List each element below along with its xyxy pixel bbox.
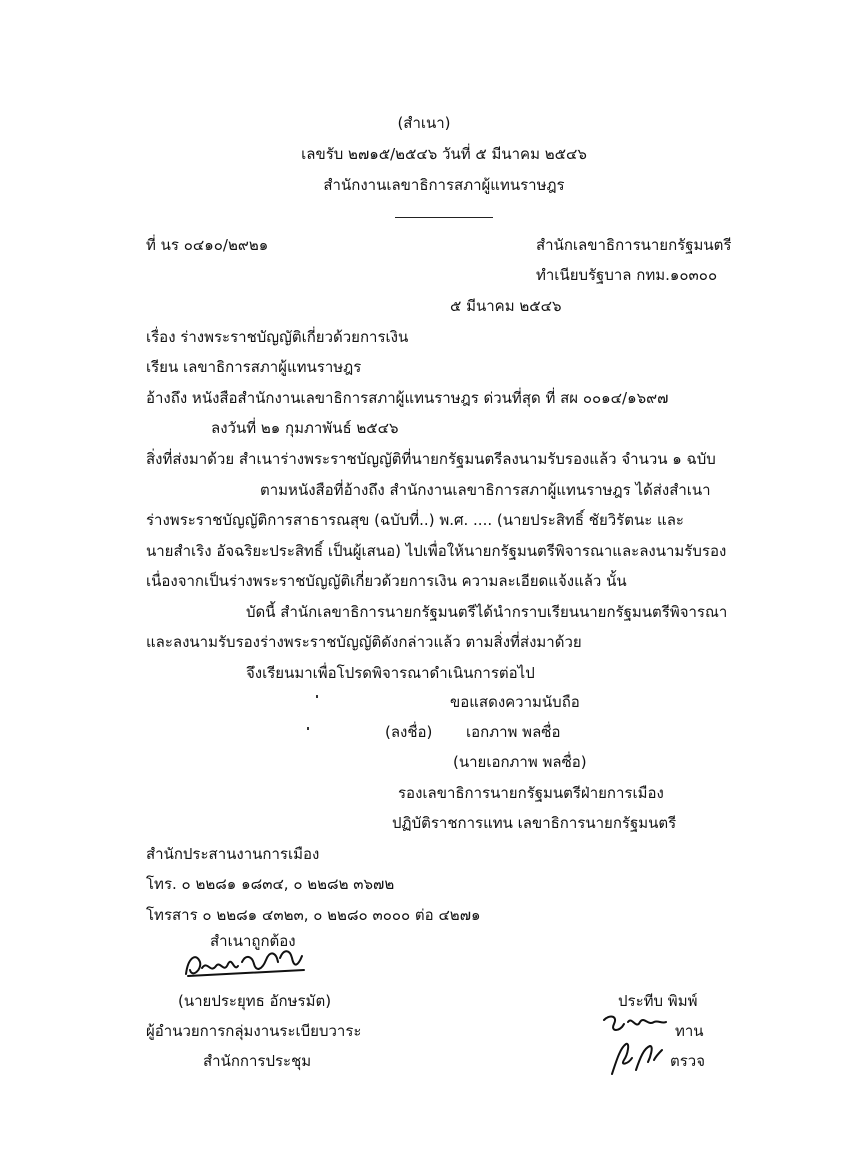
- position-line: ปฏิบัติราชการแทน เลขาธิการนายกรัฐมนตรี: [392, 814, 677, 832]
- signed-name: เอกภาพ พลซื่อ: [466, 723, 561, 741]
- certified-copy-label: สำเนาถูกต้อง: [210, 932, 296, 950]
- printed-name: (นายเอกภาพ พลซื่อ): [453, 753, 587, 771]
- body-line: ร่างพระราชบัญญัติการสาธารณสุข (ฉบับที่..) พ.ศ. .... (นายประสิทธิ์ ชัยวิรัตนะ และ: [146, 511, 684, 529]
- receipt-line: เลขรับ ๒๗๑๕/๒๕๔๖ วันที่ ๕ มีนาคม ๒๕๔๖: [301, 145, 587, 163]
- position-line: รองเลขาธิการนายกรัฐมนตรีฝ่ายการเมือง: [398, 784, 664, 802]
- certifier-title: ผู้อำนวยการกลุ่มงานระเบียบวาระ: [146, 1022, 362, 1040]
- signed-label: (ลงชื่อ): [385, 723, 433, 741]
- scan-speck: [307, 727, 309, 730]
- typist-line: ประทีบ พิมพ์: [618, 992, 698, 1010]
- checker-initials: [606, 1038, 664, 1078]
- checked-label: ตรวจ: [670, 1052, 706, 1070]
- certifier-signature: [180, 944, 310, 990]
- reference-number: ที่ นร ๐๔๑๐/๒๙๒๑: [146, 236, 269, 254]
- enclosure-line: สิ่งที่ส่งมาด้วย สำเนาร่างพระราชบัญญัติที่นายกรัฐมนตรีลงนามรับรองแล้ว จำนวน ๑ ฉบับ: [146, 450, 716, 468]
- letter-date: ๕ มีนาคม ๒๕๔๖: [450, 297, 562, 315]
- copier-initials: [600, 1012, 670, 1038]
- body-line: ตามหนังสือที่อ้างถึง สำนักงานเลขาธิการสภาผู้แทนราษฎร ได้ส่งสำเนา: [260, 481, 711, 499]
- sender-office: สำนักเลขาธิการนายกรัฐมนตรี: [536, 236, 732, 254]
- scan-speck: [316, 695, 318, 698]
- phone-line: โทร. ๐ ๒๒๘๑ ๑๘๓๔, ๐ ๒๒๘๒ ๓๖๗๒: [146, 875, 395, 893]
- copied-label: ทาน: [675, 1022, 704, 1040]
- body-line: นายสำเริง อัจฉริยะประสิทธิ์ เป็นผู้เสนอ) ไปเพื่อให้นายกรัฐมนตรีพิจารณาและลงนามรับรอง: [146, 542, 727, 560]
- closing-line: ขอแสดงความนับถือ: [450, 693, 580, 711]
- header-divider: [395, 217, 493, 218]
- division-name: สำนักประสานงานการเมือง: [146, 845, 320, 863]
- body-line: เนื่องจากเป็นร่างพระราชบัญญัติเกี่ยวด้วยการเงิน ความละเอียดแจ้งแล้ว นั้น: [146, 572, 627, 590]
- addressee-line: เรียน เลขาธิการสภาผู้แทนราษฎร: [146, 358, 362, 376]
- body-line: บัดนี้ สำนักเลขาธิการนายกรัฐมนตรีได้นำกราบเรียนนายกรัฐมนตรีพิจารณา: [246, 603, 728, 621]
- receiving-office: สำนักงานเลขาธิการสภาผู้แทนราษฎร: [323, 176, 565, 194]
- reference-date-line: ลงวันที่ ๒๑ กุมภาพันธ์ ๒๕๔๖: [211, 419, 399, 437]
- reference-line: อ้างถึง หนังสือสำนักงานเลขาธิการสภาผู้แทนราษฎร ด่วนที่สุด ที่ สผ ๐๐๑๔/๑๖๙๗: [146, 389, 669, 407]
- certifier-office: สำนักการประชุม: [203, 1052, 312, 1070]
- certifier-name: (นายประยุทธ อักษรมัต): [178, 992, 332, 1010]
- fax-line: โทรสาร ๐ ๒๒๘๑ ๔๓๒๓, ๐ ๒๒๘๐ ๓๐๐๐ ต่อ ๔๒๗๑: [146, 906, 481, 924]
- sender-address: ทำเนียบรัฐบาล กทม.๑๐๓๐๐: [536, 266, 718, 284]
- subject-line: เรื่อง ร่างพระราชบัญญัติเกี่ยวด้วยการเงิน: [146, 328, 409, 346]
- body-line: และลงนามรับรองร่างพระราชบัญญัติดังกล่าวแล้ว ตามสิ่งที่ส่งมาด้วย: [146, 633, 582, 651]
- copy-mark: (สำเนา): [397, 114, 451, 132]
- body-line: จึงเรียนมาเพื่อโปรดพิจารณาดำเนินการต่อไป: [246, 664, 535, 682]
